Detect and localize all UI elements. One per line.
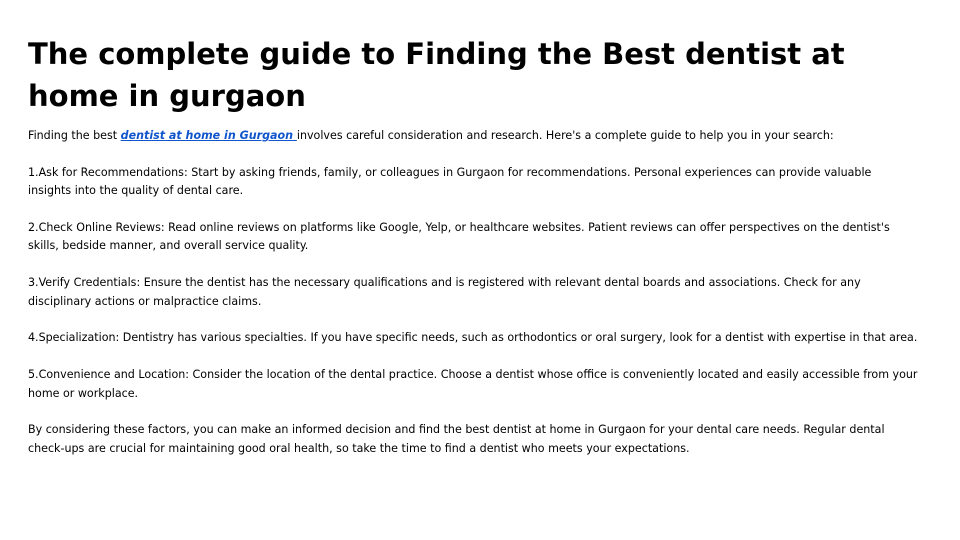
list-item-credentials: 3.Verify Credentials: Ensure the dentist has the necessary qualifications and is registered with relevant dental boards and associations. Check for any disciplinary actions or malpractice claims. bbox=[28, 276, 861, 308]
list-item-specialization: 4.Specialization: Dentistry has various specialties. If you have specific needs, such as orthodontics or oral surgery, look for a dentist with expertise in that area. bbox=[28, 331, 918, 345]
intro-paragraph bbox=[28, 127, 918, 145]
intro-text-after: involves careful consideration and research. Here's a complete guide to help you in your search: bbox=[296, 129, 834, 142]
list-item-online-reviews: 2.Check Online Reviews: Read online reviews on platforms like Google, Yelp, or healthcare websites. Patient reviews can offer perspectives on the dentist's skills, bedside manner, and overall service quality. bbox=[28, 221, 890, 253]
list-item-recommendations: 1.Ask for Recommendations: Start by asking friends, family, or colleagues in Gurgaon for recommendations. Personal experiences can provide valuable insights into the quality of dental care. bbox=[28, 165, 872, 198]
page-title: The complete guide to Finding the Best dentist at home in gurgaon bbox=[28, 37, 845, 113]
dentist-at-home-link[interactable]: dentist at home in Gurgaon bbox=[120, 129, 297, 142]
intro-text-before: Finding the best bbox=[28, 129, 121, 142]
list-item-location: 5.Convenience and Location: Consider the location of the dental practice. Choose a dentist whose office is conveniently located and easily accessible from your home or workplace. bbox=[28, 368, 918, 400]
body-text bbox=[28, 127, 918, 458]
conclusion-paragraph: By considering these factors, you can make an informed decision and find the best dentist at home in Gurgaon for your dental care needs. Regular dental check-ups are crucial for maintaining good oral health, so take the time to find a dentist who meets your expectations. bbox=[28, 423, 885, 455]
